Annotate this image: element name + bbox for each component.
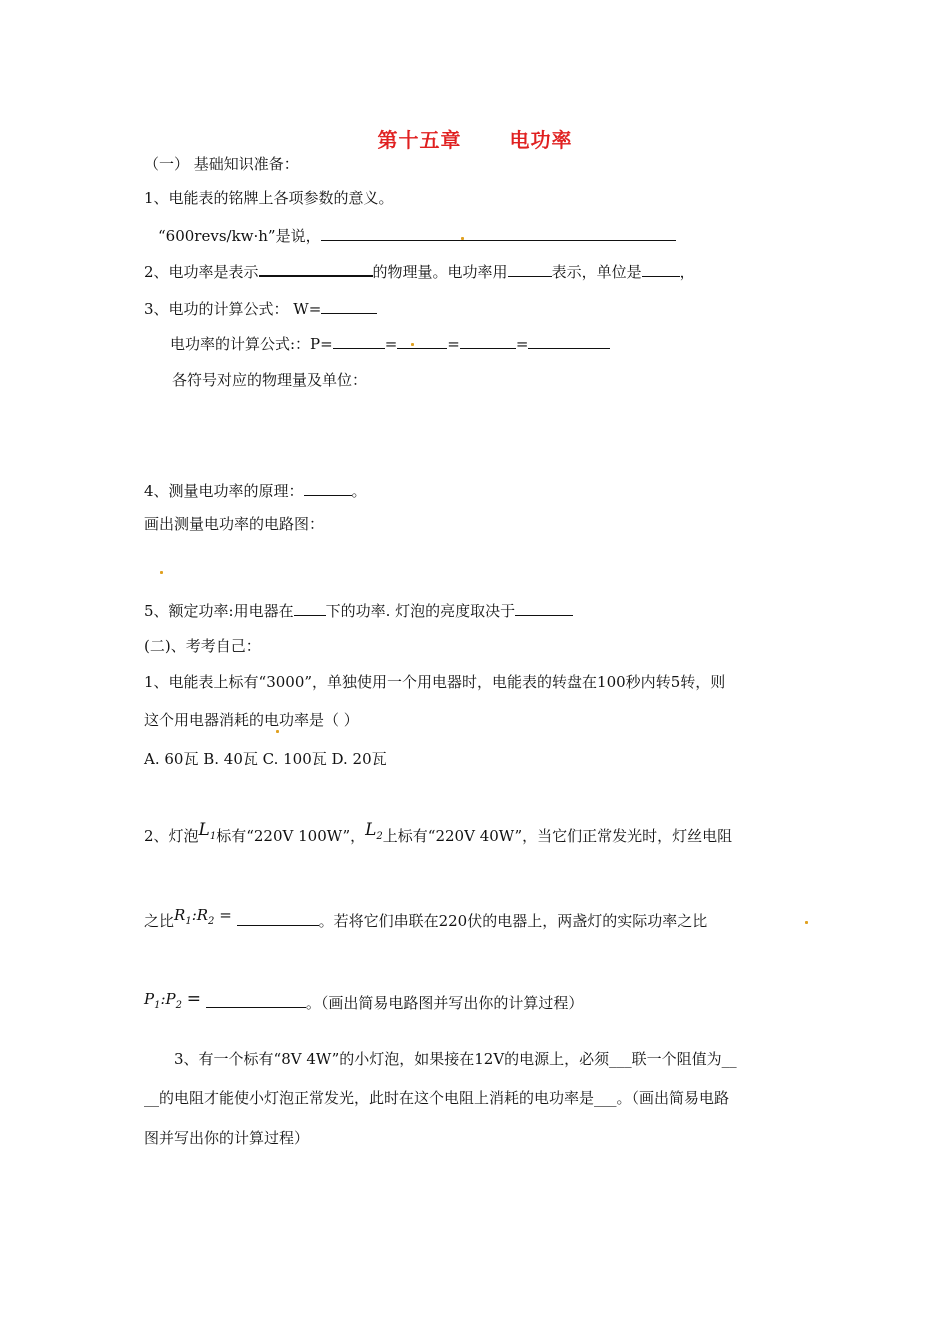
- question-1-sub-text: “600revs/kw·h”是说，: [158, 227, 321, 245]
- answer-blank[interactable]: [642, 261, 680, 277]
- page-title: [0, 124, 950, 153]
- stray-mark: [411, 343, 414, 346]
- problem-3-line-1: 3、有一个标有“8V 4W”的小灯泡，如果接在12V的电源上，必须___联一个阻值为__: [174, 1050, 737, 1068]
- problem-1-line-1: 1、电能表上标有“3000”，单独使用一个用电器时，电能表的转盘在100秒内转5转，则: [144, 673, 726, 691]
- power-formula-label: 电功率的计算公式:：P=: [170, 335, 333, 353]
- symbol-L: L: [365, 820, 377, 840]
- symbol-subscript: 2: [175, 1000, 182, 1011]
- stray-mark: [805, 921, 808, 924]
- question-5-part-a: 5、额定功率:用电器在: [144, 602, 294, 620]
- ratio-P1-P2: [144, 989, 202, 1011]
- problem-2-line-2-text-a: 之比: [144, 912, 175, 930]
- symbol-subscript: 1: [185, 916, 192, 927]
- symbol-subscript: 2: [208, 916, 215, 927]
- answer-blank[interactable]: [259, 260, 373, 277]
- question-1-sub: [158, 225, 676, 246]
- section1-heading: （一） 基础知识准备：: [144, 155, 299, 173]
- question-2: [144, 260, 695, 282]
- problem-2-text-c: 上标有“220V 40W”，当它们正常发光时，灯丝电阻: [382, 827, 733, 845]
- answer-blank[interactable]: [321, 298, 377, 314]
- symbol-P: P: [144, 990, 155, 1008]
- problem-1-options: A. 60瓦 B. 40瓦 C. 100瓦 D. 20瓦: [144, 750, 387, 768]
- question-3-symbols: 各符号对应的物理量及单位：: [172, 371, 368, 389]
- symbol-R: R: [174, 906, 186, 924]
- answer-blank[interactable]: [294, 600, 326, 616]
- question-4: [144, 480, 367, 501]
- symbol-L2: [365, 820, 383, 840]
- equals-sign: =: [219, 906, 232, 924]
- problem-2-line-2-text-b: 。若将它们串联在220伏的电器上，两盏灯的实际功率之比: [318, 912, 708, 930]
- title-chapter: 第十五章: [377, 128, 462, 152]
- problem-2-line-2: [144, 906, 708, 934]
- answer-blank[interactable]: [460, 333, 516, 349]
- answer-blank[interactable]: [321, 225, 676, 241]
- answer-blank[interactable]: [304, 480, 352, 496]
- stray-mark: [276, 730, 279, 733]
- section2-heading: (二)、考考自己：: [144, 637, 261, 655]
- symbol-subscript: 1: [209, 831, 217, 842]
- symbol-subscript: 1: [154, 1000, 161, 1011]
- symbol-R: R: [196, 906, 209, 924]
- answer-blank[interactable]: [528, 333, 610, 349]
- question-2-part-d: ，: [679, 263, 695, 281]
- question-5: [144, 600, 573, 621]
- problem-1-line-2: 这个用电器消耗的电功率是（ ）: [144, 711, 359, 729]
- answer-blank[interactable]: [397, 333, 447, 349]
- question-4-draw: 画出测量电功率的电路图：: [144, 515, 325, 533]
- ratio-colon: :: [160, 990, 166, 1008]
- question-2-part-a: 2、电功率是表示: [144, 263, 259, 281]
- problem-2-line-3: [144, 989, 584, 1016]
- question-3-power-formula: [170, 333, 610, 354]
- question-3: [144, 298, 377, 319]
- symbol-L1: [199, 820, 217, 840]
- equals-sign: =: [384, 335, 398, 353]
- symbol-P: P: [165, 990, 176, 1008]
- problem-2-text-b: 标有“220V 100W”，: [216, 827, 366, 845]
- problem-2-text-a: 2、灯泡: [144, 827, 199, 845]
- symbol-subscript: 2: [376, 831, 383, 842]
- answer-blank[interactable]: [206, 992, 306, 1008]
- title-topic: 电功率: [509, 128, 573, 152]
- problem-2-line-3-text: 。（画出简易电路图并写出你的计算过程）: [305, 994, 584, 1012]
- equals-sign: =: [186, 989, 202, 1009]
- question-2-part-c: 表示，单位是: [551, 263, 642, 281]
- answer-blank[interactable]: [237, 910, 319, 926]
- equals-sign: =: [515, 335, 529, 353]
- question-2-part-b: 的物理量。电功率用: [372, 263, 508, 281]
- problem-3-line-3: 图并写出你的计算过程）: [144, 1129, 310, 1147]
- ratio-colon: :: [191, 906, 197, 924]
- answer-blank[interactable]: [333, 333, 385, 349]
- answer-blank[interactable]: [515, 600, 573, 616]
- equals-sign: =: [447, 335, 460, 353]
- question-4-tail: 。: [351, 482, 367, 500]
- stray-mark: [461, 237, 464, 240]
- problem-2-line-1: [144, 820, 733, 849]
- stray-mark: [160, 571, 163, 574]
- question-1: 1、电能表的铭牌上各项参数的意义。: [144, 189, 394, 207]
- ratio-R1-R2: [174, 906, 232, 927]
- question-4-text: 4、测量电功率的原理：: [144, 482, 304, 500]
- problem-3-line-2: __的电阻才能使小灯泡正常发光，此时在这个电阻上消耗的电功率是___。（画出简易电路: [144, 1089, 730, 1107]
- answer-blank[interactable]: [508, 261, 552, 277]
- symbol-L: L: [198, 820, 210, 840]
- question-5-part-b: 下的功率. 灯泡的亮度取决于: [325, 602, 516, 620]
- question-3-text: 3、电功的计算公式： W=: [144, 300, 322, 318]
